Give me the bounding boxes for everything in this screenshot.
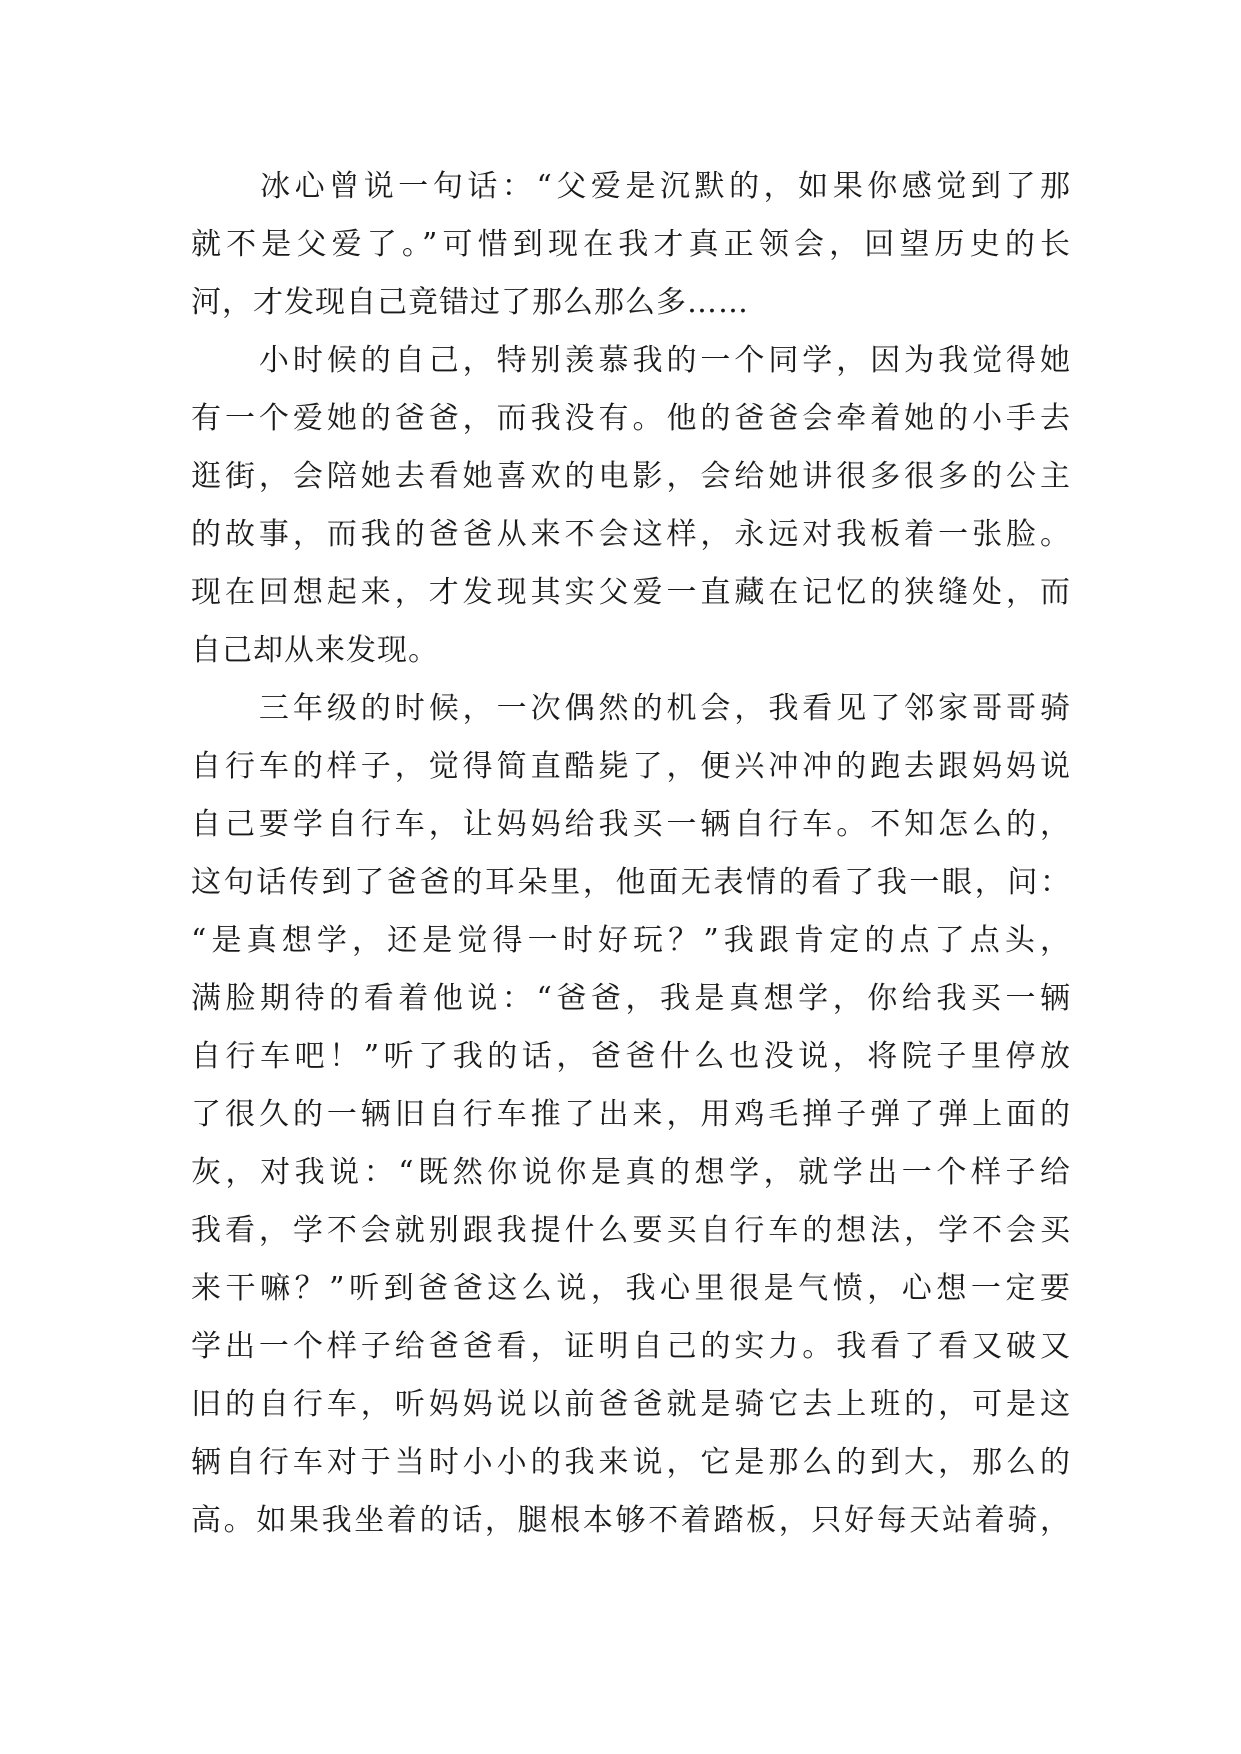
text-line: 冰心曾说一句话：“父爱是沉默的，如果你感觉到了那 — [191, 169, 1071, 204]
text-line: 满脸期待的看着他说：“爸爸，我是真想学，你给我买一辆 — [191, 981, 1071, 1016]
text-line: 现在回想起来，才发现其实父爱一直藏在记忆的狭缝处，而 — [191, 575, 1071, 610]
text-line: 灰，对我说：“既然你说你是真的想学，就学出一个样子给 — [191, 1155, 1071, 1190]
text-line: 我看，学不会就别跟我提什么要买自行车的想法，学不会买 — [191, 1213, 1071, 1248]
text-line: 高。如果我坐着的话，腿根本够不着踏板，只好每天站着骑， — [191, 1503, 1071, 1538]
text-line: 辆自行车对于当时小小的我来说，它是那么的到大，那么的 — [191, 1445, 1071, 1480]
paragraph-2 — [191, 332, 1071, 680]
text-line: 河，才发现自己竟错过了那么那么多…… — [191, 285, 749, 320]
text-line: “是真想学，还是觉得一时好玩？”我跟肯定的点了点头， — [191, 923, 1071, 958]
text-line: 小时候的自己，特别羡慕我的一个同学，因为我觉得她 — [191, 343, 1071, 378]
text-line: 自行车的样子，觉得简直酷毙了，便兴冲冲的跑去跟妈妈说 — [191, 749, 1071, 784]
paragraph-3 — [191, 680, 1071, 1550]
text-line: 有一个爱她的爸爸，而我没有。他的爸爸会牵着她的小手去 — [191, 401, 1071, 436]
text-line: 逛街，会陪她去看她喜欢的电影，会给她讲很多很多的公主 — [191, 459, 1071, 494]
text-line: 旧的自行车，听妈妈说以前爸爸就是骑它去上班的，可是这 — [191, 1387, 1071, 1422]
text-line: 的故事，而我的爸爸从来不会这样，永远对我板着一张脸。 — [191, 517, 1071, 552]
text-line: 学出一个样子给爸爸看，证明自己的实力。我看了看又破又 — [191, 1329, 1071, 1364]
text-line: 自己要学自行车，让妈妈给我买一辆自行车。不知怎么的， — [191, 807, 1071, 842]
paragraph-1 — [191, 158, 1071, 332]
text-line: 来干嘛？”听到爸爸这么说，我心里很是气愤，心想一定要 — [191, 1271, 1071, 1306]
text-line: 这句话传到了爸爸的耳朵里，他面无表情的看了我一眼，问： — [191, 865, 1071, 900]
text-line: 自己却从来发现。 — [191, 633, 439, 668]
text-line: 就不是父爱了。”可惜到现在我才真正领会，回望历史的长 — [191, 227, 1071, 262]
text-line: 三年级的时候，一次偶然的机会，我看见了邻家哥哥骑 — [191, 691, 1071, 726]
body-text — [191, 158, 1071, 1550]
text-line: 了很久的一辆旧自行车推了出来，用鸡毛掸子弹了弹上面的 — [191, 1097, 1071, 1132]
text-line: 自行车吧！”听了我的话，爸爸什么也没说，将院子里停放 — [191, 1039, 1071, 1074]
